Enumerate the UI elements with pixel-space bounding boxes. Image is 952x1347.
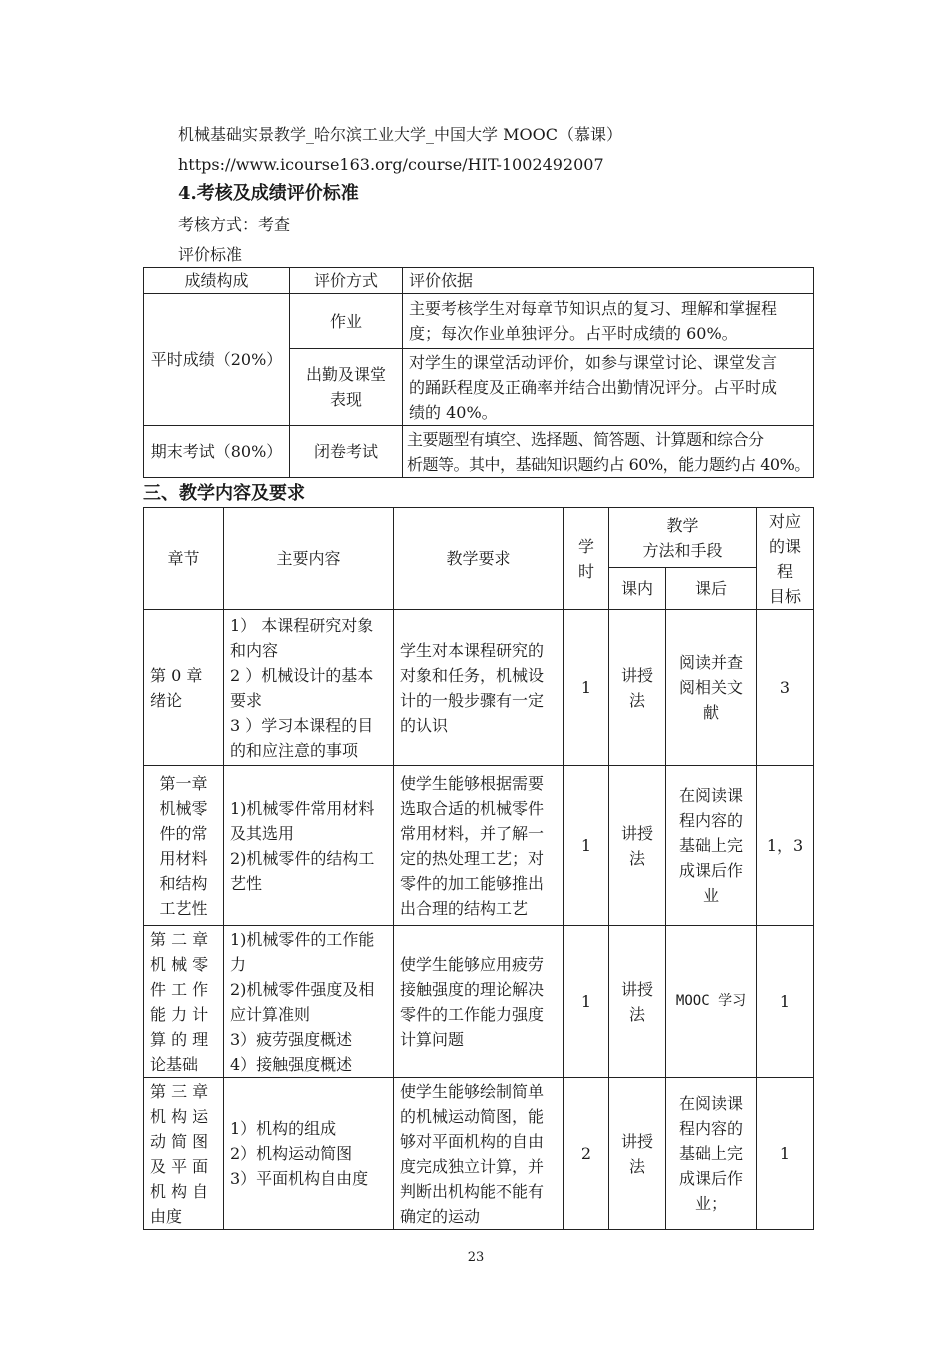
method-line: 在阅读课 [679, 786, 744, 805]
main-line: 3）平面机构自由度 [230, 1169, 369, 1188]
chapter-line: 动 简 图 [150, 1131, 209, 1151]
after-class-method-cell [666, 1078, 757, 1230]
chapter-line: 件的常 [159, 823, 208, 843]
basis-line: 析题等。其中，基础知识题约占 60%，能力题约占 40%。 [407, 454, 810, 474]
header-methods [609, 508, 757, 568]
chapter-line: 机械零 [159, 798, 208, 818]
assessment-row-homework [144, 294, 814, 349]
chapter-line: 绪论 [150, 690, 183, 710]
basis-line: 主要题型有填空、选择题、简答题、计算题和综合分 [407, 429, 764, 449]
content-row-ch1 [144, 766, 814, 926]
chapter-line: 论基础 [150, 1054, 199, 1074]
req-line: 够对平面机构的自由 [400, 1131, 545, 1151]
header-main-content: 主要内容 [224, 508, 394, 610]
header-grade-composition: 成绩构成 [144, 268, 290, 294]
header-line: 对应 [769, 511, 802, 531]
basis-line: 度；每次作业单独评分。占平时成绩的 60%。 [409, 324, 738, 343]
req-line: 对象和任务，机械设 [400, 665, 545, 685]
chapter-line: 件 工 作 [150, 979, 209, 999]
content-table [143, 507, 814, 1230]
main-line: 的和应注意的事项 [230, 740, 359, 760]
header-line: 程 [777, 561, 794, 581]
req-line: 计的一般步骤有一定 [400, 690, 545, 710]
hours-cell: 1 [564, 766, 609, 926]
basis-line: 绩的 40%。 [409, 402, 498, 422]
course-target-cell: 1 [757, 926, 814, 1078]
final-exam-method: 闭卷考试 [290, 426, 403, 478]
main-line: 3 ）学习本课程的目 [230, 715, 374, 735]
attendance-basis [403, 349, 814, 426]
method-line: 阅读并查 [679, 653, 744, 672]
method-line: 在阅读课 [679, 1094, 744, 1113]
regular-grade-label: 平时成绩（20%） [144, 294, 290, 426]
req-line: 计算问题 [400, 1029, 465, 1049]
content-row-ch0 [144, 610, 814, 766]
basis-line: 主要考核学生对每章节知识点的复习、理解和掌握程 [409, 299, 778, 318]
method-line: 基础上完 [679, 1144, 744, 1163]
basis-line: 对学生的课堂活动评价，如参与课堂讨论、课堂发言 [409, 352, 778, 372]
hours-cell: 1 [564, 926, 609, 1078]
method-line: 成课后作 [679, 861, 744, 880]
method-line: 阅相关文 [679, 678, 744, 697]
header-hours [564, 508, 609, 610]
assessment-header-row [144, 268, 814, 294]
chapter-cell [144, 766, 224, 926]
main-line: 1） 本课程研究对象 [230, 615, 374, 635]
final-exam-basis [403, 426, 814, 478]
chapter-line: 第 0 章 [150, 665, 203, 685]
requirement-cell [394, 926, 564, 1078]
intro-line-1: 机械基础实景教学_哈尔滨工业大学_中国大学 MOOC（慕课） [178, 125, 622, 144]
hours-cell: 2 [564, 1078, 609, 1230]
header-line: 时 [577, 561, 594, 581]
requirement-cell [394, 766, 564, 926]
method-line: 法 [628, 848, 645, 868]
content-heading: 三、教学内容及要求 [143, 483, 305, 504]
method-line: 献 [703, 703, 720, 722]
main-content-cell [224, 926, 394, 1078]
header-line: 教学 [666, 515, 699, 535]
chapter-line: 能 力 计 [150, 1004, 209, 1024]
chapter-line: 机 构 自 [150, 1181, 209, 1201]
main-line: 2）机构运动简图 [230, 1144, 353, 1163]
header-line: 学 [577, 536, 594, 556]
main-line: 1)机械零件的工作能 [230, 929, 375, 949]
req-line: 使学生能够绘制简单 [400, 1081, 545, 1101]
after-class-method-cell [666, 926, 757, 1078]
req-line: 判断出机构能不能有 [400, 1181, 545, 1201]
chapter-line: 机 构 运 [150, 1106, 209, 1126]
main-line: 力 [230, 954, 247, 974]
assessment-table [143, 267, 814, 478]
header-chapter: 章节 [144, 508, 224, 610]
homework-method: 作业 [290, 294, 403, 349]
header-evaluation-basis: 评价依据 [403, 268, 814, 294]
course-target-cell: 1 [757, 1078, 814, 1230]
header-requirements: 教学要求 [394, 508, 564, 610]
method-line: 法 [628, 1156, 645, 1176]
chapter-line: 工艺性 [159, 898, 208, 918]
header-evaluation-method: 评价方式 [290, 268, 403, 294]
method-line: 表现 [329, 390, 362, 409]
main-line: 及其选用 [230, 823, 295, 843]
assessment-standard-label: 评价标准 [178, 245, 243, 264]
req-line: 出合理的结构工艺 [400, 898, 529, 918]
main-line: 和内容 [230, 640, 279, 660]
header-line: 的课 [769, 536, 802, 556]
chapter-line: 第 二 章 [150, 929, 209, 949]
req-line: 的机械运动简图，能 [400, 1106, 545, 1126]
header-course-target [757, 508, 814, 610]
basis-line: 的踊跃程度及正确率并结合出勤情况评分。占平时成 [409, 377, 778, 397]
chapter-cell [144, 1078, 224, 1230]
hours-cell: 1 [564, 610, 609, 766]
main-content-cell [224, 766, 394, 926]
req-line: 的认识 [400, 715, 449, 735]
assessment-row-final [144, 426, 814, 478]
homework-basis [403, 294, 814, 349]
main-line: 1)机械零件常用材料 [230, 798, 375, 818]
in-class-method-cell [609, 1078, 666, 1230]
req-line: 学生对本课程研究的 [400, 640, 545, 660]
content-row-ch2 [144, 926, 814, 1078]
requirement-cell [394, 1078, 564, 1230]
intro-line-2: https://www.icourse163.org/course/HIT-1002492007 [178, 155, 604, 174]
attendance-method [290, 349, 403, 426]
main-line: 2)机械零件的结构工 [230, 848, 375, 868]
after-class-method-cell [666, 766, 757, 926]
method-line: 程内容的 [679, 811, 744, 830]
method-line: 讲授 [620, 979, 653, 999]
method-line: 讲授 [620, 1131, 653, 1151]
method-line: 业 [703, 886, 720, 905]
chapter-line: 第 三 章 [150, 1081, 209, 1101]
chapter-line: 算 的 理 [150, 1029, 209, 1049]
main-line: 艺性 [230, 873, 263, 893]
main-line: 2 ）机械设计的基本 [230, 665, 374, 685]
chapter-line: 和结构 [159, 873, 208, 893]
main-line: 3）疲劳强度概述 [230, 1029, 353, 1049]
final-exam-label: 期末考试（80%） [144, 426, 290, 478]
req-line: 定的热处理工艺；对 [400, 848, 545, 868]
method-line: 法 [628, 1004, 645, 1024]
header-line: 方法和手段 [642, 540, 723, 560]
req-line: 度完成独立计算，并 [400, 1156, 545, 1176]
method-line: 程内容的 [679, 1119, 744, 1138]
chapter-line: 机 械 零 [150, 954, 209, 974]
method-line: 基础上完 [679, 836, 744, 855]
method-line: 业； [695, 1194, 728, 1213]
content-row-ch3 [144, 1078, 814, 1230]
method-line: 法 [628, 690, 645, 710]
chapter-cell [144, 926, 224, 1078]
chapter-line: 及 平 面 [150, 1156, 209, 1176]
method-line: MOOC 学习 [675, 993, 747, 1009]
chapter-cell [144, 610, 224, 766]
chapter-line: 第一章 [159, 773, 208, 793]
method-line: 讲授 [620, 823, 653, 843]
main-content-cell [224, 610, 394, 766]
req-line: 常用材料，并了解一 [400, 823, 545, 843]
req-line: 使学生能够应用疲劳 [400, 954, 545, 974]
assessment-method: 考核方式：考查 [178, 215, 291, 234]
main-line: 应计算准则 [230, 1004, 311, 1024]
in-class-method-cell [609, 766, 666, 926]
chapter-line: 用材料 [159, 848, 208, 868]
course-target-cell: 1，3 [757, 766, 814, 926]
assessment-heading: 4.考核及成绩评价标准 [178, 183, 359, 204]
page-number: 23 [467, 1250, 485, 1265]
main-content-cell [224, 1078, 394, 1230]
req-line: 使学生能够根据需要 [400, 773, 545, 793]
req-line: 选取合适的机械零件 [400, 798, 545, 818]
header-line: 目标 [769, 586, 802, 606]
header-in-class: 课内 [609, 568, 666, 610]
method-line: 成课后作 [679, 1169, 744, 1188]
header-after-class: 课后 [666, 568, 757, 610]
after-class-method-cell [666, 610, 757, 766]
main-line: 1）机构的组成 [230, 1119, 337, 1138]
course-target-cell: 3 [757, 610, 814, 766]
req-line: 零件的加工能够推出 [400, 873, 545, 893]
method-line: 讲授 [620, 665, 653, 685]
main-line: 4）接触强度概述 [230, 1054, 353, 1074]
method-line: 出勤及课堂 [305, 365, 386, 384]
main-line: 2)机械零件强度及相 [230, 979, 375, 999]
req-line: 零件的工作能力强度 [400, 1004, 545, 1024]
chapter-line: 由度 [150, 1206, 183, 1226]
main-line: 要求 [230, 690, 263, 710]
requirement-cell [394, 610, 564, 766]
in-class-method-cell [609, 610, 666, 766]
content-header-row-1 [144, 508, 814, 568]
in-class-method-cell [609, 926, 666, 1078]
req-line: 确定的运动 [400, 1206, 481, 1226]
req-line: 接触强度的理论解决 [400, 979, 545, 999]
